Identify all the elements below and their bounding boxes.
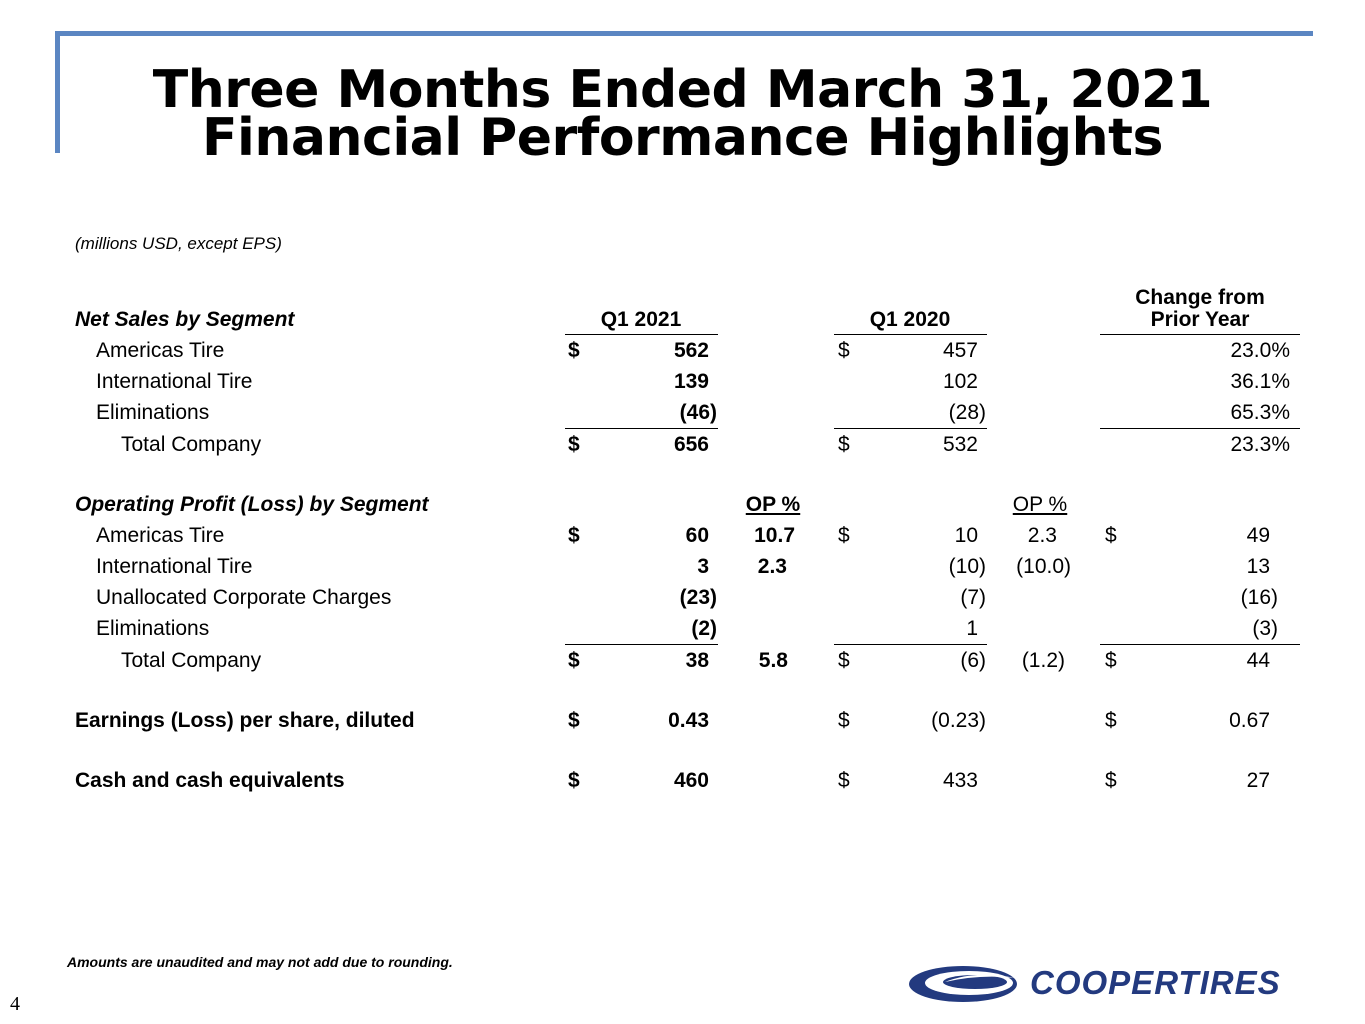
title-line-2: Financial Performance Highlights: [202, 108, 1163, 168]
value-2020: 532: [942, 433, 978, 456]
change-value: 23.3%: [1230, 433, 1290, 456]
top-accent-bar: [55, 31, 1313, 36]
value-2021: 60: [685, 524, 709, 547]
operating-profit-section-heading: Operating Profit (Loss) by Segment: [75, 493, 429, 516]
currency-symbol: $: [838, 339, 850, 362]
subtotal-rule-2020: [834, 428, 987, 429]
row-label: Americas Tire: [96, 524, 225, 547]
value-2020: (0.23): [931, 709, 986, 732]
value-2021: 562: [673, 339, 709, 362]
net-sales-section-heading: Net Sales by Segment: [75, 308, 295, 331]
row-label: Unallocated Corporate Charges: [96, 586, 392, 609]
page-number: 4: [10, 993, 20, 1015]
op-total-rule-2020: [834, 644, 987, 645]
currency-symbol: $: [838, 524, 850, 547]
slide-title: [0, 60, 1365, 168]
op-total-rule-change: [1100, 644, 1300, 645]
value-2020: 102: [942, 370, 978, 393]
header-rule-2020: [834, 334, 987, 335]
value-2021: 0.43: [668, 709, 709, 732]
q1-2020-header: Q1 2020: [869, 308, 951, 331]
title-line-1: Three Months Ended March 31, 2021: [152, 60, 1213, 120]
q1-2021-header: Q1 2021: [600, 308, 682, 331]
currency-symbol: $: [838, 649, 850, 672]
op-pct-2021: 2.3: [757, 555, 787, 578]
op-pct-2020: (10.0): [1016, 555, 1071, 578]
value-2021: 139: [673, 370, 709, 393]
op-pct-2021-header: OP %: [745, 493, 801, 516]
units-note: (millions USD, except EPS): [75, 234, 282, 253]
change-value: 49: [1246, 524, 1270, 547]
subtotal-rule-change: [1100, 428, 1300, 429]
subtotal-rule-2021: [565, 428, 718, 429]
currency-symbol: $: [568, 709, 580, 732]
row-label: International Tire: [96, 555, 253, 578]
value-2021: 38: [685, 649, 709, 672]
company-logo: [905, 960, 1350, 1008]
row-label: International Tire: [96, 370, 253, 393]
tire-swoosh-icon: [905, 960, 1025, 1008]
value-2021: (23): [679, 586, 717, 609]
row-label: Total Company: [121, 649, 262, 672]
change-value: 27: [1246, 769, 1270, 792]
op-pct-2021: 10.7: [754, 524, 795, 547]
currency-symbol: $: [1105, 524, 1117, 547]
row-label: Americas Tire: [96, 339, 225, 362]
row-label: Eliminations: [96, 401, 210, 424]
value-2021: (2): [691, 617, 717, 640]
change-value: 13: [1246, 555, 1270, 578]
currency-symbol: $: [568, 524, 580, 547]
logo-wordmark: COOPERTIRES: [1030, 964, 1281, 1001]
currency-symbol: $: [838, 709, 850, 732]
change-value: 44: [1246, 649, 1270, 672]
value-2020: 433: [942, 769, 978, 792]
value-2021: 3: [697, 555, 709, 578]
change-header-line-1: Change from: [1135, 286, 1265, 309]
value-2020: 1: [966, 617, 978, 640]
value-2021: (46): [679, 401, 717, 424]
op-total-rule-2021: [565, 644, 718, 645]
currency-symbol: $: [568, 649, 580, 672]
row-label: Total Company: [121, 433, 262, 456]
row-label: Earnings (Loss) per share, diluted: [75, 709, 415, 732]
op-pct-2020-header: OP %: [1012, 493, 1068, 516]
currency-symbol: $: [838, 433, 850, 456]
value-2020: (6): [960, 649, 986, 672]
value-2020: 457: [942, 339, 978, 362]
change-header-line-2: Prior Year: [1150, 308, 1250, 331]
currency-symbol: $: [838, 769, 850, 792]
value-2020: (7): [960, 586, 986, 609]
value-2020: (28): [948, 401, 986, 424]
value-2021: 460: [673, 769, 709, 792]
op-pct-2021: 5.8: [758, 649, 788, 672]
change-value: (16): [1240, 586, 1278, 609]
change-value: (3): [1252, 617, 1278, 640]
footnote: Amounts are unaudited and may not add due to rounding.: [67, 954, 453, 970]
value-2020: 10: [954, 524, 978, 547]
currency-symbol: $: [568, 339, 580, 362]
currency-symbol: $: [1105, 649, 1117, 672]
value-2021: 656: [673, 433, 709, 456]
header-rule-2021: [565, 334, 718, 335]
row-label: Eliminations: [96, 617, 210, 640]
change-value: 23.0%: [1230, 339, 1290, 362]
value-2020: (10): [948, 555, 986, 578]
currency-symbol: $: [568, 769, 580, 792]
op-pct-2020: (1.2): [1021, 649, 1065, 672]
change-value: 0.67: [1229, 709, 1270, 732]
currency-symbol: $: [568, 433, 580, 456]
currency-symbol: $: [1105, 769, 1117, 792]
currency-symbol: $: [1105, 709, 1117, 732]
row-label: Cash and cash equivalents: [75, 769, 345, 792]
change-value: 65.3%: [1230, 401, 1290, 424]
header-rule-change: [1100, 334, 1300, 335]
change-value: 36.1%: [1230, 370, 1290, 393]
op-pct-2020: 2.3: [1027, 524, 1057, 547]
